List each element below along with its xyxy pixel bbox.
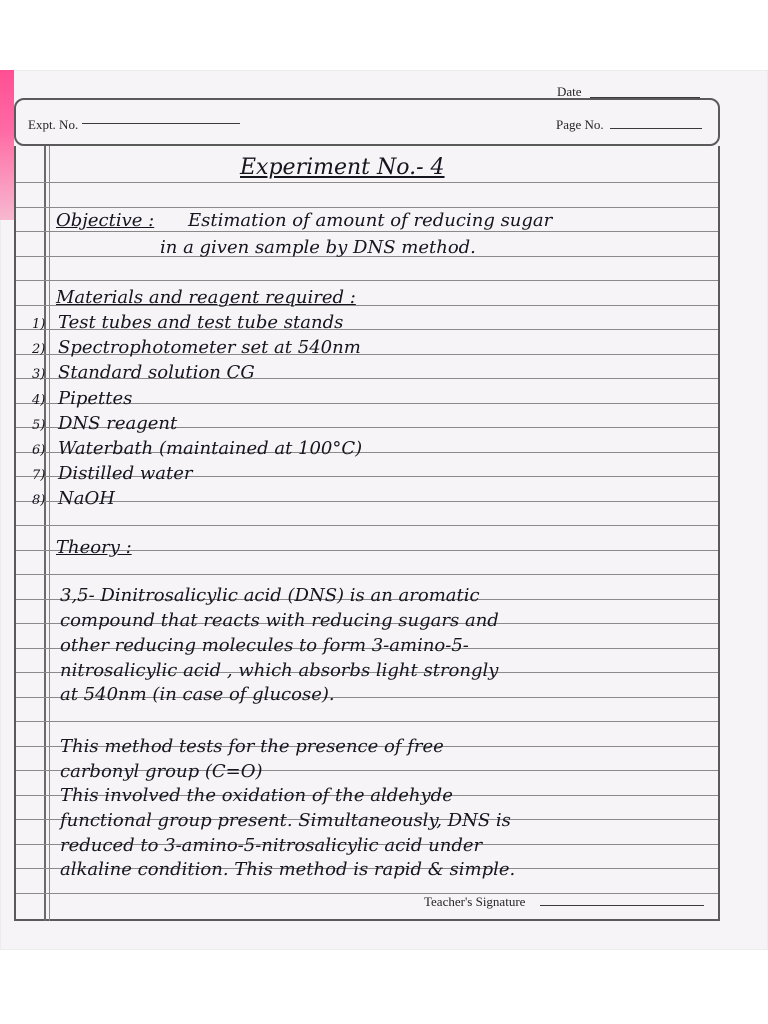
- objective-line-2: in a given sample by DNS method.: [160, 237, 476, 258]
- material-item: Spectrophotometer set at 540nm: [58, 337, 361, 358]
- theory-line: other reducing molecules to form 3-amino-5-: [60, 635, 469, 656]
- material-item: NaOH: [58, 488, 115, 509]
- margin-line: [44, 146, 46, 921]
- ruled-line: [16, 893, 718, 894]
- material-item-number: 2): [32, 342, 46, 357]
- material-item: Pipettes: [58, 388, 133, 409]
- material-item: Standard solution CG: [58, 362, 255, 383]
- experiment-title: Experiment No.- 4: [240, 155, 445, 180]
- pink-background-edge: [0, 70, 14, 220]
- header-box: [14, 98, 720, 146]
- theory-line: reduced to 3-amino-5-nitrosalicylic acid under: [60, 835, 483, 856]
- material-item: Test tubes and test tube stands: [58, 312, 344, 333]
- ruled-line: [16, 525, 718, 526]
- theory-line: This method tests for the presence of free: [60, 736, 444, 757]
- ruled-line: [16, 231, 718, 232]
- signature-line: [540, 905, 704, 906]
- theory-line: alkaline condition. This method is rapid & simple.: [60, 859, 516, 880]
- theory-line: nitrosalicylic acid , which absorbs light strongly: [60, 660, 499, 681]
- page-no-label: Page No.: [556, 117, 604, 132]
- material-item-number: 4): [32, 393, 46, 408]
- ruled-line: [16, 721, 718, 722]
- theory-line: at 540nm (in case of glucose).: [60, 684, 335, 705]
- theory-heading: Theory :: [56, 537, 132, 558]
- expt-no-label: Expt. No.: [28, 117, 79, 132]
- ruled-line: [16, 182, 718, 183]
- theory-line: 3,5- Dinitrosalicylic acid (DNS) is an aromatic: [60, 585, 480, 606]
- margin-line-inner: [49, 146, 50, 921]
- ruled-line: [16, 574, 718, 575]
- ruled-line: [16, 501, 718, 502]
- material-item: DNS reagent: [58, 413, 178, 434]
- ruled-line: [16, 207, 718, 208]
- material-item-number: 3): [32, 367, 46, 382]
- theory-line: This involved the oxidation of the aldehyde: [60, 785, 453, 806]
- expt-no-line: [82, 123, 240, 124]
- theory-line: functional group present. Simultaneously, DNS is: [60, 810, 511, 831]
- material-item-number: 6): [32, 443, 46, 458]
- page-no-line: [610, 128, 702, 129]
- material-item-number: 1): [32, 317, 46, 332]
- ruled-line: [16, 280, 718, 281]
- material-item: Distilled water: [58, 463, 193, 484]
- date-label: Date: [557, 84, 582, 99]
- teachers-signature-label: Teacher's Signature: [424, 894, 526, 909]
- material-item-number: 5): [32, 418, 46, 433]
- material-item-number: 8): [32, 493, 46, 508]
- theory-line: carbonyl group (C=O): [60, 761, 263, 782]
- materials-heading: Materials and reagent required :: [56, 287, 356, 308]
- material-item: Waterbath (maintained at 100°C): [58, 438, 363, 459]
- material-item-number: 7): [32, 468, 46, 483]
- theory-line: compound that reacts with reducing sugars and: [60, 610, 499, 631]
- objective-label: Objective :: [56, 210, 155, 231]
- objective-line-1: Estimation of amount of reducing sugar: [188, 210, 553, 231]
